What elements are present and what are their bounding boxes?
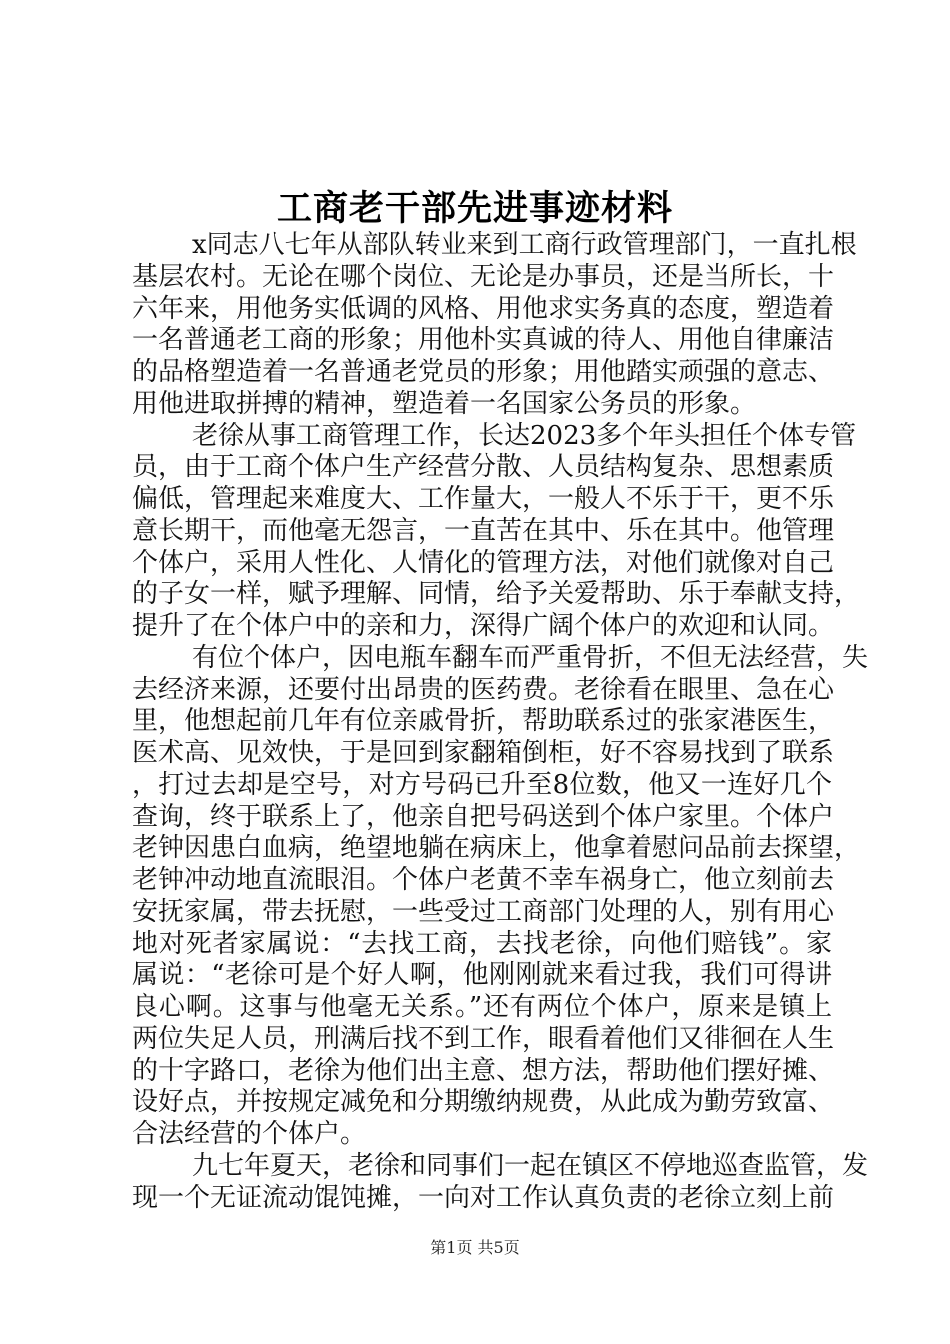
text-line: 地对死者家属说：“去找工商，去找老徐，向他们赔钱”。家 (132, 928, 832, 959)
paragraph (132, 420, 861, 643)
text-line: 个体户，采用人性化、人情化的管理方法，对他们就像对自己 (132, 547, 835, 578)
paragraph (132, 642, 869, 1151)
text-line: 里，他想起前几年有位亲戚骨折，帮助联系过的张家港医生， (132, 706, 835, 737)
paragraph (132, 1150, 869, 1215)
text-line: 九七年夏天，老徐和同事们一起在镇区不停地巡查监管，发 (192, 1150, 869, 1181)
text-line: 设好点，并按规定减免和分期缴纳规费，从此成为勤劳致富、 (132, 1087, 835, 1118)
document-body (132, 230, 869, 1214)
text-line: 提升了在个体户中的亲和力，深得广阔个体户的欢迎和认同。 (132, 611, 835, 641)
text-line: 安抚家属，带去抚慰，一些受过工商部门处理的人，别有用心 (132, 896, 835, 927)
text-line: 合法经营的个体户。 (132, 1119, 367, 1149)
text-line: 的品格塑造着一名普通老党员的形象；用他踏实顽强的意志、 (132, 357, 835, 387)
text-line: 的十字路口，老徐为他们出主意、想方法，帮助他们摆好摊、 (132, 1055, 835, 1086)
text-line: 有位个体户，因电瓶车翻车而严重骨折，不但无法经营，失 (192, 642, 869, 673)
text-line: 用他进取拼搏的精神，塑造着一名国家公务员的形象。 (132, 388, 757, 419)
text-line: 老徐从事工商管理工作，长达2023多个年头担任个体专管 (192, 420, 857, 451)
text-line: 的子女一样，赋予理解、同情，给予关爱帮助、乐于奉献支持， (132, 579, 861, 610)
text-line: 良心啊。这事与他毫无关系。”还有两位个体户，原来是镇上 (132, 992, 832, 1022)
text-line: 一名普通老工商的形象；用他朴实真诚的待人、用他自律廉洁 (132, 325, 835, 356)
text-line: 查询，终于联系上了，他亲自把号码送到个体户家里。个体户 (132, 801, 835, 832)
text-line: 属说：“老徐可是个好人啊，他刚刚就来看过我，我们可得讲 (132, 960, 832, 991)
text-line: 去经济来源，还要付出昂贵的医药费。老徐看在眼里、急在心 (132, 674, 835, 705)
text-line: ，打过去却是空号，对方号码已升至8位数，他又一连好几个 (132, 769, 832, 800)
text-line: 现一个无证流动馄饨摊，一向对工作认真负责的老徐立刻上前 (132, 1182, 835, 1213)
text-line: 老钟冲动地直流眼泪。个体户老黄不幸车祸身亡，他立刻前去 (132, 865, 835, 895)
text-line: 员，由于工商个体户生产经营分散、人员结构复杂、思想素质 (132, 452, 835, 483)
text-line: x同志八七年从部队转业来到工商行政管理部门，一直扎根 (192, 230, 857, 260)
text-line: 基层农村。无论在哪个岗位、无论是办事员，还是当所长，十 (132, 261, 835, 292)
text-line: 两位失足人员，刑满后找不到工作，眼看着他们又徘徊在人生 (132, 1023, 835, 1054)
text-line: 意长期干，而他毫无怨言，一直苦在其中、乐在其中。他管理 (132, 515, 835, 546)
text-line: 六年来，用他务实低调的风格、用他求实务真的态度，塑造着 (132, 293, 835, 324)
page-indicator: 第1页 共5页 (430, 1238, 520, 1257)
text-line: 老钟因患白血病，绝望地躺在病床上，他拿着慰问品前去探望， (132, 833, 861, 864)
text-line: 医术高、见效快，于是回到家翻箱倒柜，好不容易找到了联系 (132, 738, 835, 768)
document-title: 工商老干部先进事迹材料 (276, 189, 673, 229)
paragraph (132, 230, 857, 421)
text-line: 偏低，管理起来难度大、工作量大，一般人不乐于干，更不乐 (132, 484, 835, 514)
